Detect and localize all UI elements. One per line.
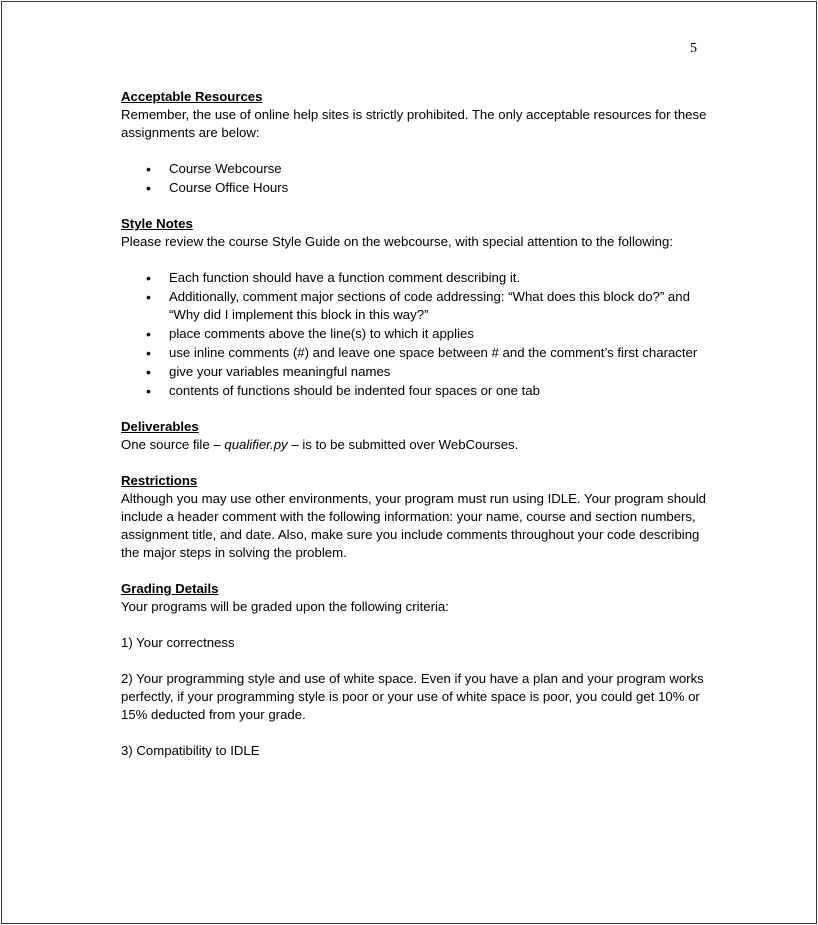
deliverables-filename: qualifier.py [224,437,288,452]
document-page [1,1,817,924]
list-item: • Additionally, comment major sections of code addressing: “What does this block do?” and “Why did I implement this block in this way?” [121,288,711,324]
style-notes-heading: Style Notes [121,216,193,231]
grading-details-section [121,580,711,760]
restrictions-heading: Restrictions [121,473,198,488]
list-item: • give your variables meaningful names [121,363,711,381]
grading-criterion: 3) Compatibility to IDLE [121,743,260,758]
list-item: • Course Webcourse [121,160,711,178]
acceptable-resources-text: Remember, the use of online help sites is strictly prohibited. The only acceptable resources for these assignments are below: [121,107,707,140]
style-notes-text: Please review the course Style Guide on the webcourse, with special attention to the following: [121,234,673,249]
style-notes-list [121,269,711,400]
page-number: 5 [690,41,697,56]
grading-details-heading: Grading Details [121,581,219,596]
acceptable-resources-heading: Acceptable Resources [121,89,263,104]
restrictions-text: Although you may use other environments, your program must run using IDLE. Your program should include a header comment with the following information: your name, course and section numbers, assignment title, and date. Also, make sure you include comments throughout your code describing the major steps in solving the problem. [121,491,706,560]
list-item: • Course Office Hours [121,179,711,197]
page-content [121,88,711,778]
deliverables-heading: Deliverables [121,419,199,434]
grading-details-text: Your programs will be graded upon the following criteria: [121,599,449,614]
list-item: • Each function should have a function comment describing it. [121,269,711,287]
list-item: • place comments above the line(s) to which it applies [121,325,711,343]
acceptable-resources-section [121,88,711,197]
deliverables-text-before: One source file – [121,437,225,452]
grading-criterion: 1) Your correctness [121,635,235,650]
restrictions-section [121,472,711,562]
deliverables-text [121,436,711,454]
acceptable-resources-list [121,160,711,197]
style-notes-section [121,215,711,400]
deliverables-text-after: – is to be submitted over WebCourses. [287,437,519,452]
list-item: • use inline comments (#) and leave one space between # and the comment’s first character [121,344,711,362]
deliverables-section [121,418,711,454]
grading-criterion: 2) Your programming style and use of white space. Even if you have a plan and your program works perfectly, if your programming style is poor or your use of white space is poor, you could get 10% or 15% deducted from your grade. [121,671,704,722]
list-item: • contents of functions should be indented four spaces or one tab [121,382,711,400]
